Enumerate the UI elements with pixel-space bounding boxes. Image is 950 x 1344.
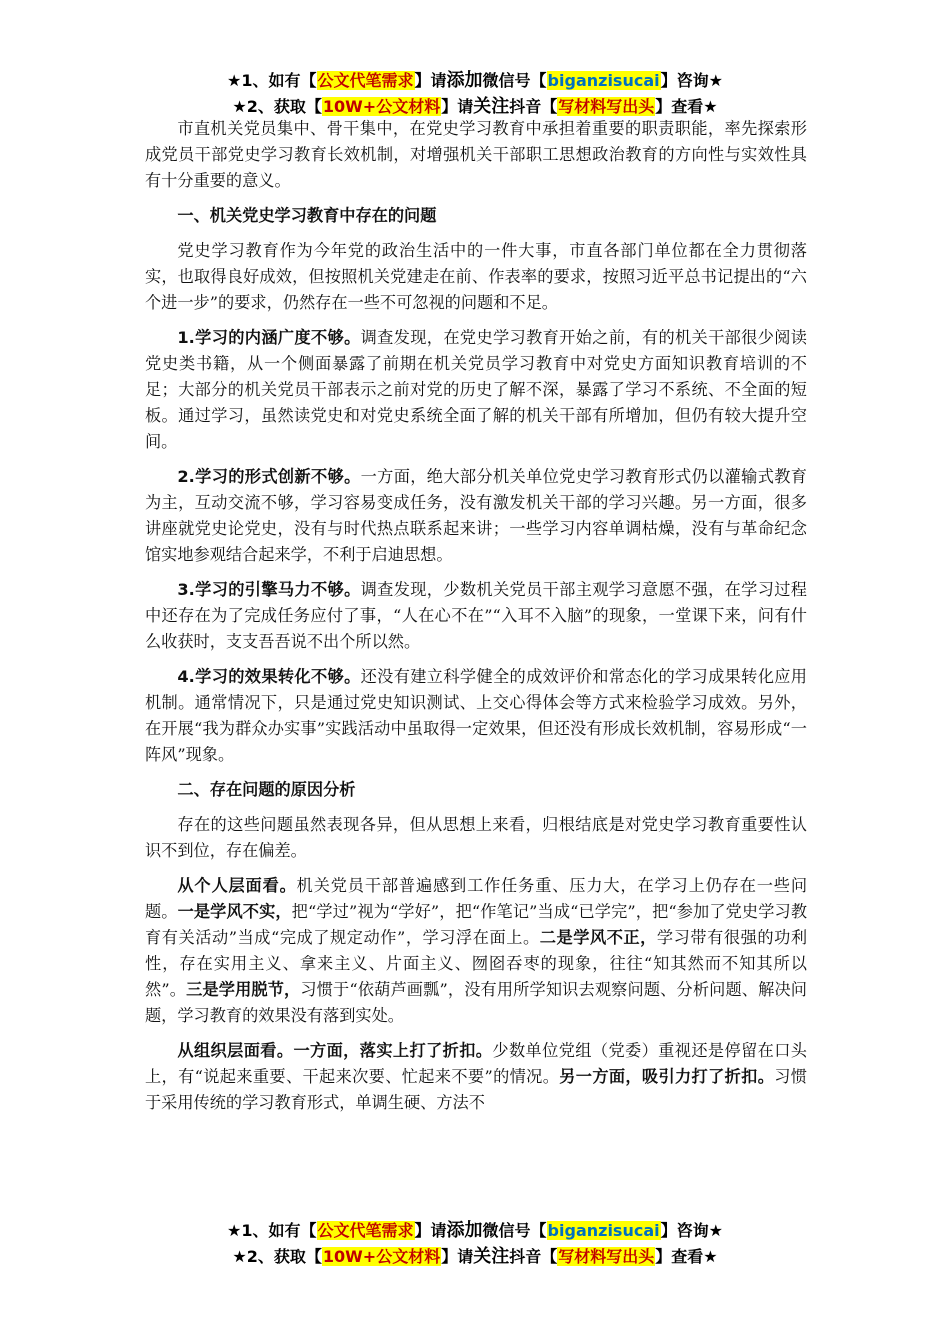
footer-banner: [0, 1218, 950, 1270]
paragraph-organization-level: 从组织层面看。一方面，落实上打了折扣。少数单位党组（党委）重视还是停留在口头上，有“说起来重要、干起来次要、忙起来不要”的情况。另一方面，吸引力打了折扣。习惯于采用传统的学习教育形式，单调生硬、方法不: [145, 1041, 807, 1112]
highlight-wechat-id: biganzisucai: [547, 71, 660, 90]
banner-line-2: ★2、获取【10W+公文材料】请关注抖音【写材料写出头】查看★: [232, 96, 718, 117]
highlight-service: 公文代笔需求: [317, 71, 414, 90]
highlight-douyin: 写材料写出头: [558, 97, 655, 116]
paragraph-point-1: 1.学习的内涵广度不够。调查发现，在党史学习教育开始之前，有的机关干部很少阅读党史类书籍，从一个侧面暴露了前期在机关党员学习教育中对党史方面知识教育培训的不足；大部分的机关党员干部表示之前对党的历史了解不深，暴露了学习不系统、不全面的短板。通过学习，虽然读党史和对党史系统全面了解的机关干部有所增加，但仍有较大提升空间。: [145, 328, 807, 451]
footer-line-2: ★2、获取【10W+公文材料】请关注抖音【写材料写出头】查看★: [232, 1246, 718, 1267]
paragraph-intro: 市直机关党员集中、骨干集中，在党史学习教育中承担着重要的职责职能，率先探索形成党员干部党史学习教育长效机制，对增强机关干部职工思想政治教育的方向性与实效性具有十分重要的意义。: [145, 119, 807, 190]
section-heading-1: 一、机关党史学习教育中存在的问题: [177, 206, 437, 225]
paragraph-cause-summary: 存在的这些问题虽然表现各异，但从思想上来看，归根结底是对党史学习教育重要性认识不到位，存在偏差。: [145, 815, 807, 860]
paragraph-overview: 党史学习教育作为今年党的政治生活中的一件大事，市直各部门单位都在全力贯彻落实，也取得良好成效，但按照机关党建走在前、作表率的要求，按照习近平总书记提出的“六个进一步”的要求，仍然存在一些不可忽视的问题和不足。: [145, 241, 807, 312]
banner-line-1: ★1、如有【公文代笔需求】请添加微信号【biganzisucai】咨询★: [227, 70, 723, 91]
document-body: [145, 116, 807, 1125]
header-banner: [0, 68, 950, 120]
highlight-materials: 10W+公文材料: [322, 97, 441, 116]
footer-line-1: ★1、如有【公文代笔需求】请添加微信号【biganzisucai】咨询★: [227, 1220, 723, 1241]
paragraph-individual-level: 从个人层面看。机关党员干部普遍感到工作任务重、压力大，在学习上仍存在一些问题。一是学风不实，把“学过”视为“学好”，把“作笔记”当成“已学完”，把“参加了党史学习教育有关活动”当成“完成了规定动作”，学习浮在面上。二是学风不正，学习带有很强的功利性，存在实用主义、拿来主义、片面主义、囫囵吞枣的现象，往往“知其然而不知其所以然”。三是学用脱节，习惯于“依葫芦画瓢”，没有用所学知识去观察问题、分析问题、解决问题，学习教育的效果没有落到实处。: [145, 876, 808, 1025]
paragraph-point-2: 2.学习的形式创新不够。一方面，绝大部分机关单位党史学习教育形式仍以灌输式教育为主，互动交流不够，学习容易变成任务，没有激发机关干部的学习兴趣。另一方面，很多讲座就党史论党史，没有与时代热点联系起来讲；一些学习内容单调枯燥，没有与革命纪念馆实地参观结合起来学，不利于启迪思想。: [145, 467, 807, 564]
paragraph-point-4: 4.学习的效果转化不够。还没有建立科学健全的成效评价和常态化的学习成果转化应用机制。通常情况下，只是通过党史知识测试、上交心得体会等方式来检验学习成效。另外，在开展“我为群众办实事”实践活动中虽取得一定效果，但还没有形成长效机制，容易形成“一阵风”现象。: [145, 667, 807, 764]
paragraph-point-3: 3.学习的引擎马力不够。调查发现，少数机关党员干部主观学习意愿不强，在学习过程中还存在为了完成任务应付了事，“人在心不在”“入耳不入脑”的现象，一堂课下来，问有什么收获时，支支吾吾说不出个所以然。: [145, 580, 807, 651]
section-heading-2: 二、存在问题的原因分析: [177, 780, 356, 799]
